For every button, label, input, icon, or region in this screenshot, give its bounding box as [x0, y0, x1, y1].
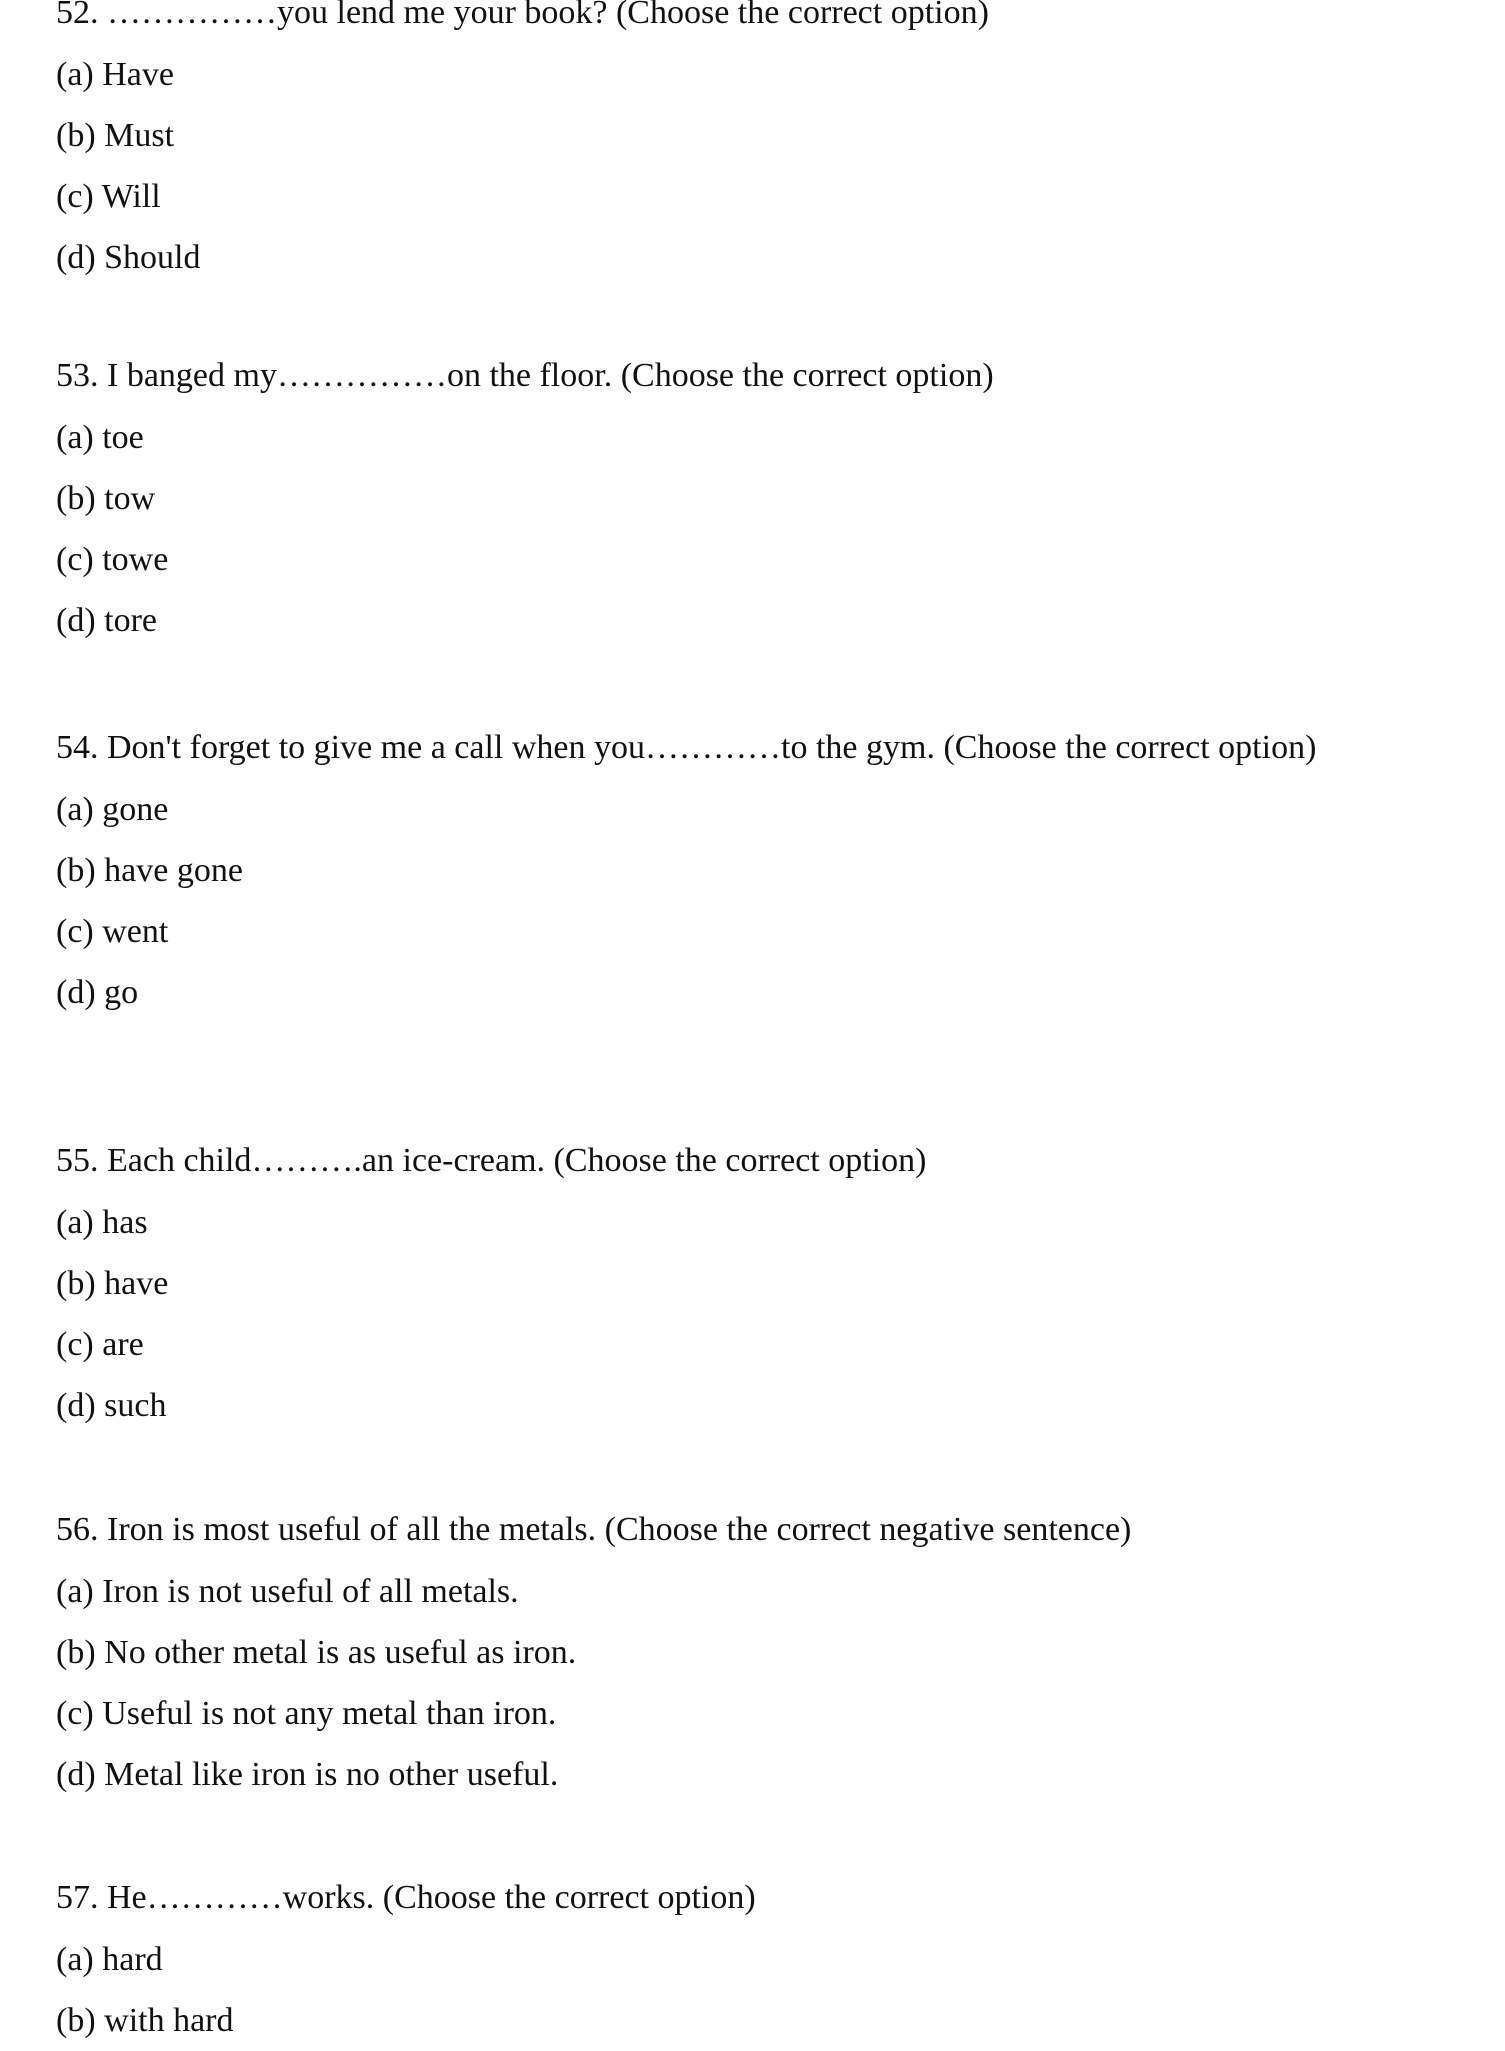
question-53 [56, 354, 1406, 651]
question-54 [56, 726, 1406, 1023]
option-d: (d) tore [56, 602, 158, 639]
option-c: (c) are [56, 1326, 144, 1363]
question-55 [56, 1139, 1406, 1436]
option-b: (b) tow [56, 480, 156, 517]
option-c: (c) towe [56, 541, 169, 578]
option-d: (d) go [56, 974, 139, 1011]
question-text: 52. ……………you lend me your book? (Choose the correct option) [56, 0, 989, 31]
option-a: (a) hard [56, 1941, 163, 1978]
option-a: (a) Have [56, 56, 174, 93]
option-a: (a) has [56, 1204, 148, 1241]
option-a: (a) toe [56, 419, 144, 456]
question-text: 53. I banged my……………on the floor. (Choose the correct option) [56, 357, 994, 394]
option-d: (d) such [56, 1387, 167, 1424]
option-b: (b) Must [56, 117, 175, 154]
option-c: (c) Will [56, 178, 161, 215]
option-a: (a) gone [56, 791, 169, 828]
option-b: (b) have [56, 1265, 169, 1302]
question-text: 56. Iron is most useful of all the metals. (Choose the correct negative sentence) [56, 1511, 1132, 1548]
option-d: (d) Metal like iron is no other useful. [56, 1756, 559, 1793]
option-b: (b) with hard [56, 2002, 234, 2039]
question-text: 57. He…………works. (Choose the correct option) [56, 1879, 756, 1916]
option-b: (b) have gone [56, 852, 243, 889]
option-a: (a) Iron is not useful of all metals. [56, 1573, 519, 1610]
option-c: (c) went [56, 913, 169, 950]
question-52 [56, 0, 1406, 288]
question-56 [56, 1508, 1406, 1805]
option-c: (c) Useful is not any metal than iron. [56, 1695, 557, 1732]
question-text: 54. Don't forget to give me a call when you…………to the gym. (Choose the correct option) [56, 729, 1317, 766]
question-57 [56, 1876, 1406, 2051]
option-b: (b) No other metal is as useful as iron. [56, 1634, 577, 1671]
question-text: 55. Each child……….an ice-cream. (Choose the correct option) [56, 1142, 927, 1179]
option-d: (d) Should [56, 239, 201, 276]
